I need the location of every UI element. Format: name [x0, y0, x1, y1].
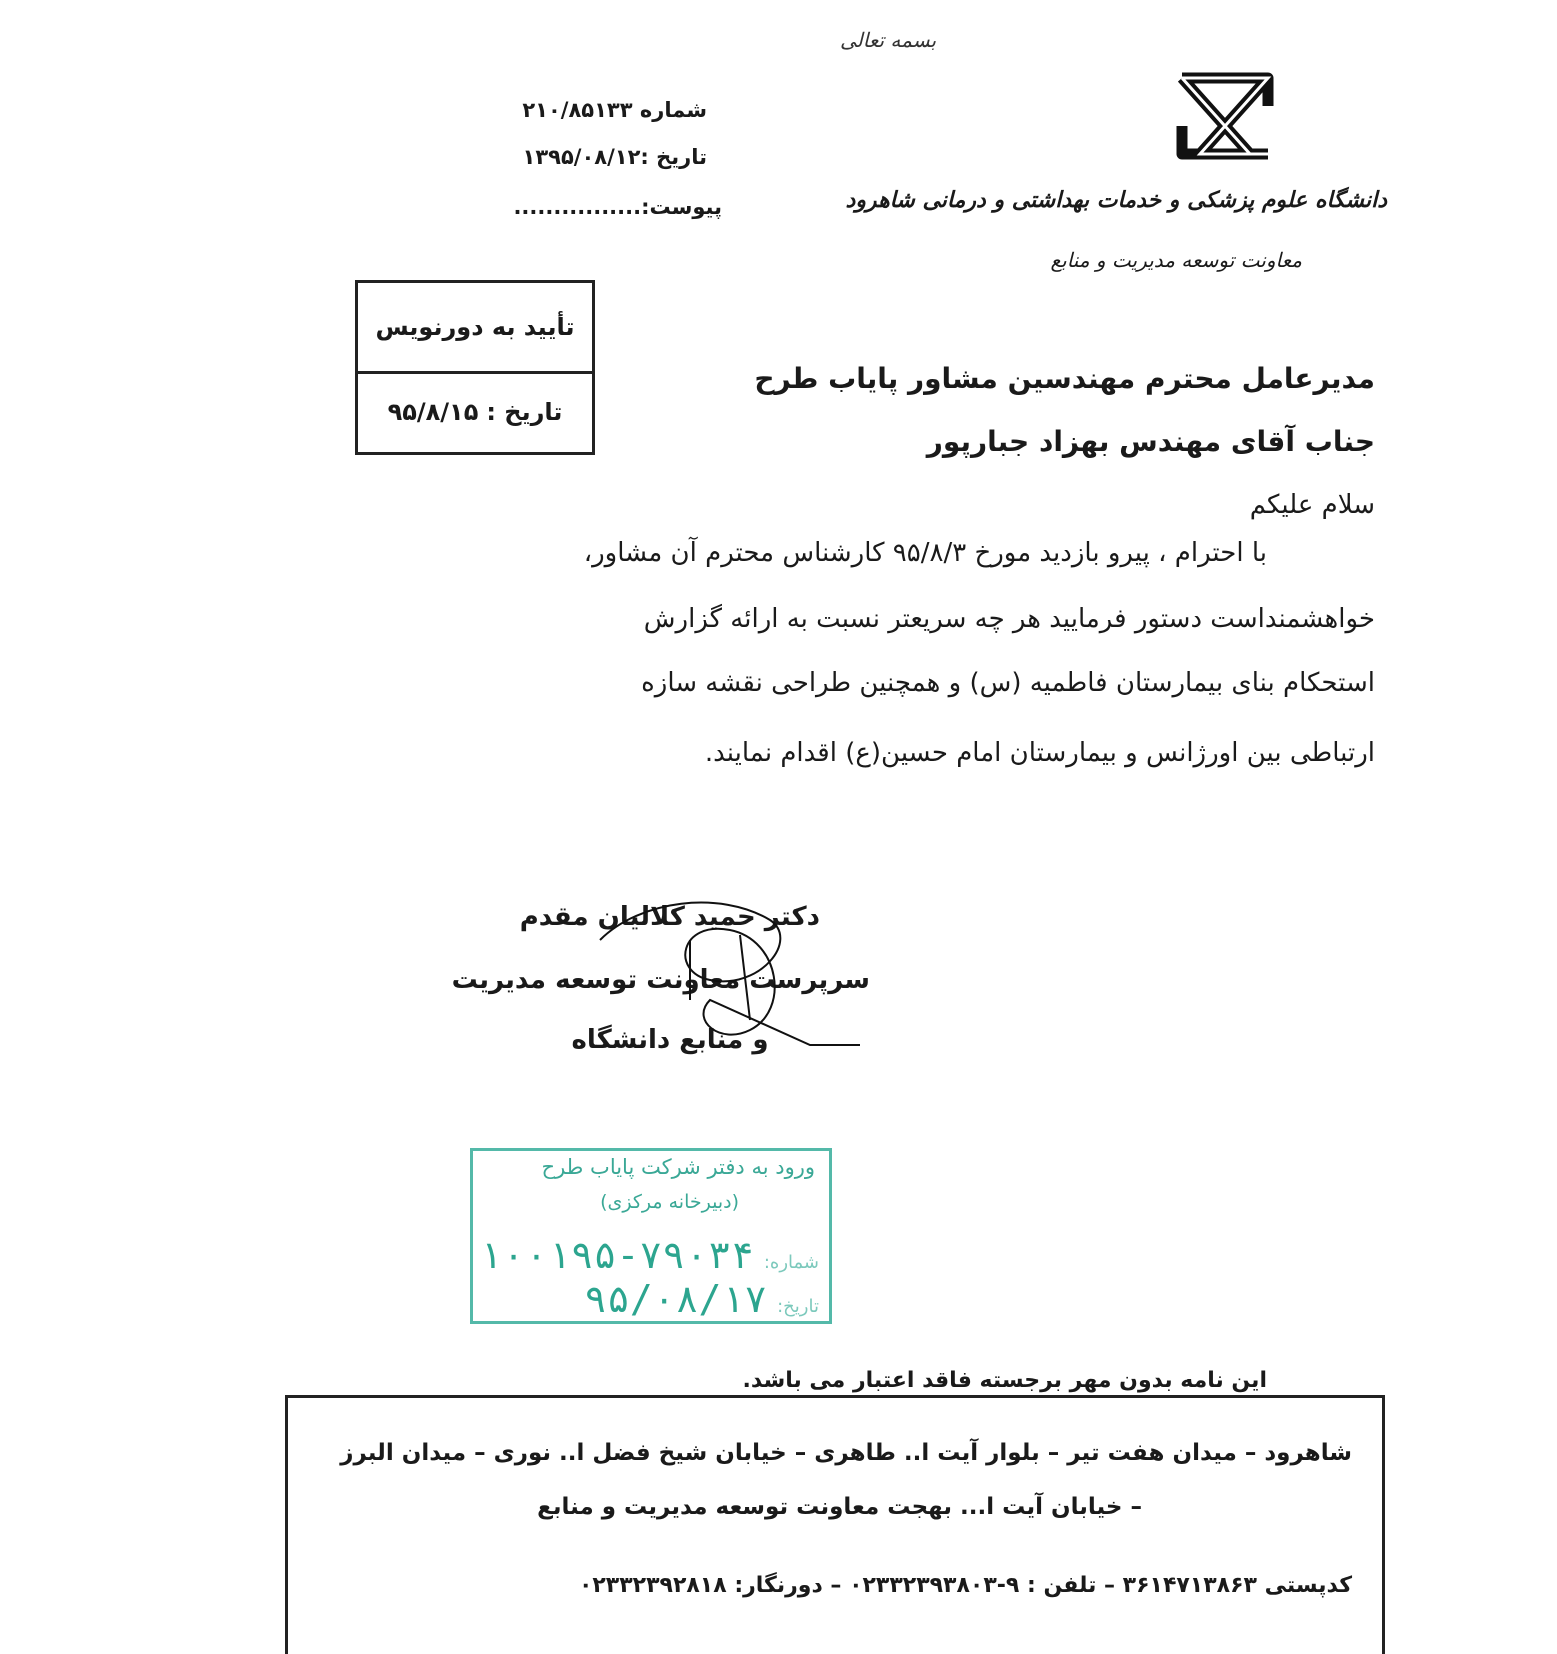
letter-number: شماره ۲۱۰/۸۵۱۳۳ [522, 98, 707, 122]
footer-contact: کدپستی ۳۶۱۴۷۱۳۸۶۳ – تلفن : ۹-۰۲۳۳۲۳۹۳۸۰۳ – دورنگار: ۰۲۳۳۲۳۹۲۸۱۸ [578, 1573, 1352, 1598]
top-heading: بسمه تعالی [840, 28, 937, 52]
stamp-title: تأیید به دورنویس [358, 283, 592, 374]
stamp-date-label: تاریخ : [486, 398, 563, 426]
received-date-value: ۹۵/۰۸/۱۷ [584, 1277, 768, 1321]
signer-title-1: سرپرست معاونت توسعه مدیریت [451, 965, 870, 995]
stamp-date-value: ۹۵/۸/۱۵ [387, 398, 479, 426]
addressee-line-1: مدیرعامل محترم مهندسین مشاور پایاب طرح [754, 362, 1375, 395]
letter-attachment: پیوست:................ [513, 195, 722, 219]
signer-name: دکتر حمید کلالیان مقدم [519, 902, 820, 932]
handwritten-signature [540, 880, 870, 1060]
received-stamp-title: ورود به دفتر شرکت پایاب طرح [541, 1155, 815, 1179]
signer-title-2: و منابع دانشگاه [571, 1025, 769, 1055]
letter-date: تاریخ :۱۳۹۵/۰۸/۱۲ [522, 145, 707, 169]
university-name: دانشگاه علوم پزشکی و خدمات بهداشتی و درمانی شاهرود [845, 188, 1387, 213]
received-number-row [479, 1233, 819, 1277]
body-line-3: استحکام بنای بیمارستان فاطمیه (س) و همچنین طراحی نقشه سازه [641, 668, 1375, 698]
addressee-line-2: جناب آقای مهندس بهزاد جبارپور [926, 425, 1375, 458]
received-stamp-subtitle: (دبیرخانه مرکزی) [600, 1191, 739, 1213]
received-date-label: تاریخ: [777, 1296, 819, 1317]
department-name: معاونت توسعه مدیریت و منابع [1050, 248, 1302, 272]
university-logo [1170, 66, 1280, 166]
received-number-label: شماره: [763, 1252, 819, 1273]
received-number-value: ۱۰۰۱۹۵-۷۹۰۳۴ [479, 1233, 754, 1277]
fax-confirmation-stamp [355, 280, 595, 455]
body-line-1: با احترام ، پیرو بازدید مورخ ۹۵/۸/۳ کارشناس محترم آن مشاور، [583, 538, 1267, 568]
body-line-4: ارتباطی بین اورژانس و بیمارستان امام حسین(ع) اقدام نمایند. [704, 738, 1375, 768]
stamp-date-row [358, 372, 592, 452]
footer-address-box [285, 1395, 1385, 1654]
received-stamp [470, 1148, 832, 1324]
received-date-row [584, 1277, 819, 1321]
footer-address-line-2: – خیابان آیت ا... بهجت معاونت توسعه مدیریت و منابع [537, 1494, 1142, 1520]
greeting: سلام علیکم [1249, 490, 1375, 520]
validity-notice: این نامه بدون مهر برجسته فاقد اعتبار می باشد. [742, 1368, 1267, 1393]
footer-address-line-1: شاهرود – میدان هفت تیر – بلوار آیت ا.. طاهری – خیابان شیخ فضل ا.. نوری – میدان البرز [340, 1440, 1352, 1466]
body-line-2: خواهشمنداست دستور فرمایید هر چه سریعتر نسبت به ارائه گزارش [643, 604, 1375, 634]
